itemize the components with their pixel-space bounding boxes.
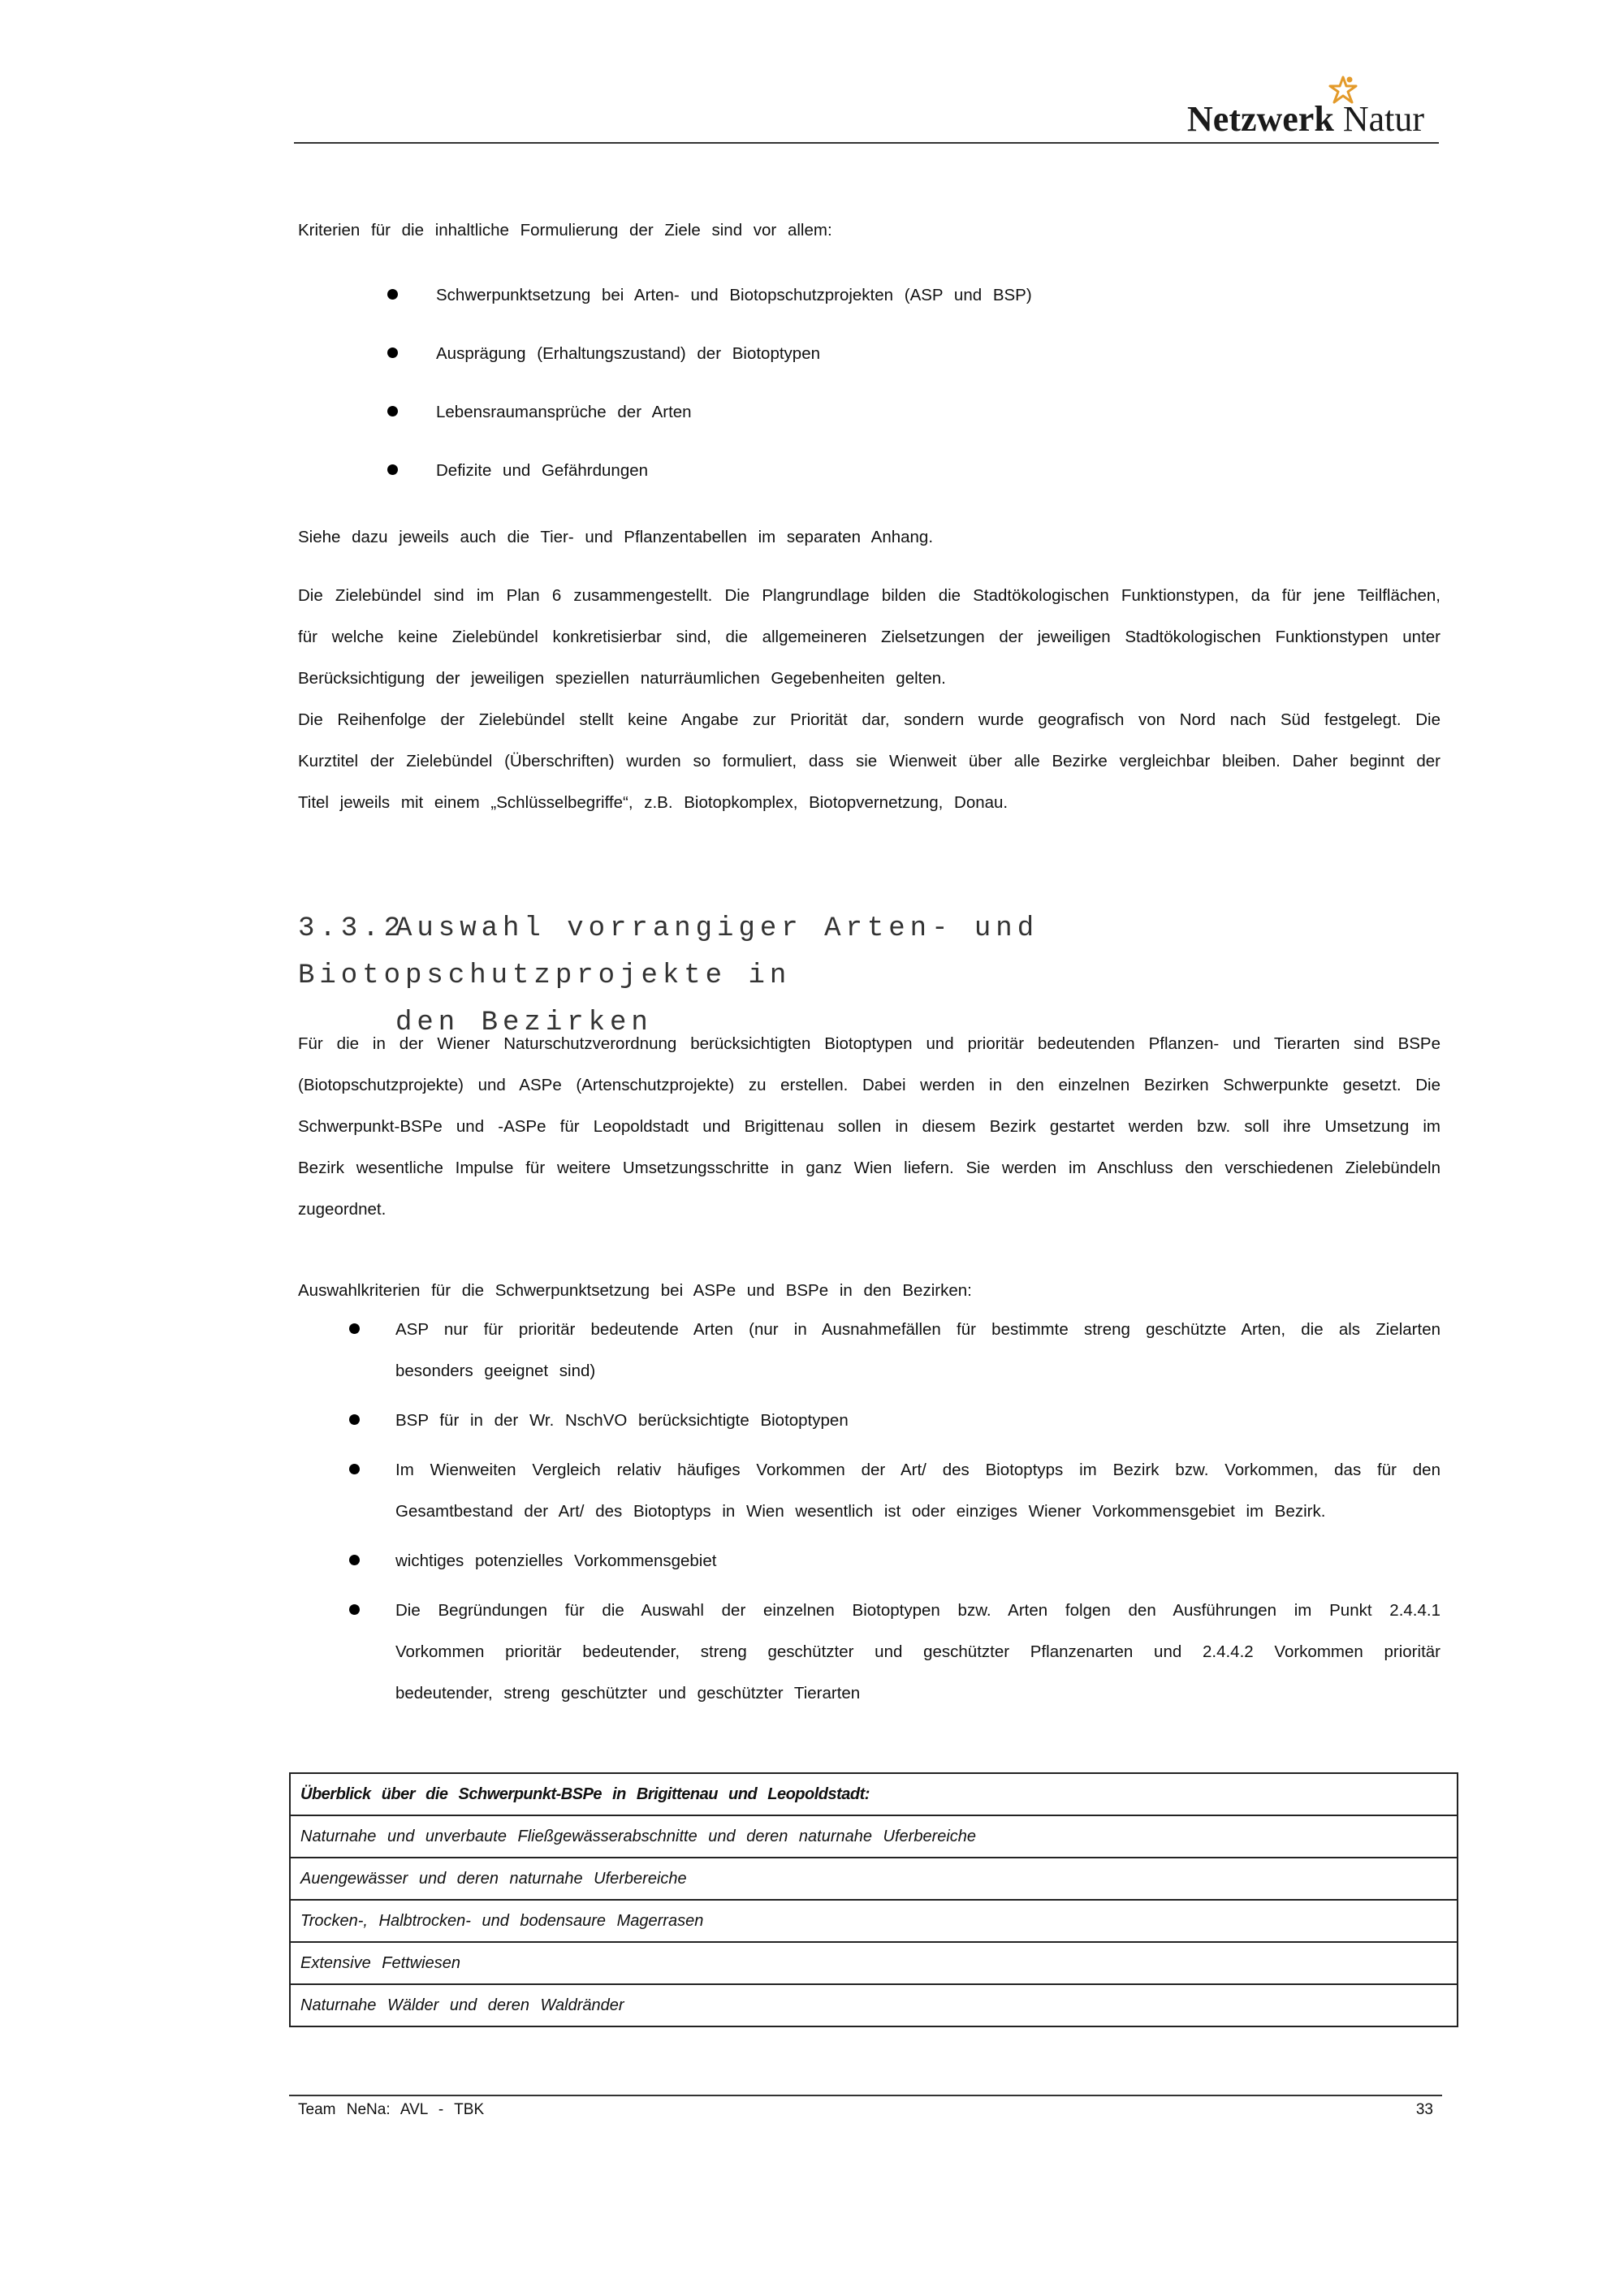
bullet-icon xyxy=(387,289,398,300)
tables-reference-paragraph: Siehe dazu jeweils auch die Tier- und Pflanzentabellen im separaten Anhang. xyxy=(298,528,934,546)
list-item-text: ASP nur für prioritär bedeutende Arten (nur in Ausnahmefällen für bestimmte streng geschützte Arten, die als Zielarten besonders geeignet sind) xyxy=(395,1320,1440,1380)
section-paragraph: Für die in der Wiener Naturschutzverordnung berücksichtigten Biotoptypen und prioritär bedeutenden Pflanzen- und Tierarten sind BSPe (Biotopschutzprojekte) und ASPe (Artenschutzprojekte) zu erstellen. Dabei werden in den einzelnen Bezirken Schwerpunkte gesetzt. Die Schwerpunkt-BSPe und -ASPe für Leopoldstadt und Brigittenau sollen in diesem Bezirk gestartet werden bzw. soll ihre Umsetzung im Bezirk wesentliche Impulse für weitere Umsetzungsschritte in ganz Wien liefern. Sie werden im Anschluss den verschiedenen Zielebündeln zugeordnet. xyxy=(298,1034,1440,1219)
bullet-icon xyxy=(349,1414,360,1425)
table-row xyxy=(290,1773,1458,1815)
bullet-icon xyxy=(387,347,398,358)
table-row xyxy=(290,1942,1458,1984)
page-number: 33 xyxy=(1415,2101,1433,2118)
footer-divider xyxy=(289,2095,1442,2096)
selection-intro: Auswahlkriterien für die Schwerpunktsetzung bei ASPe und BSPe in den Bezirken: xyxy=(298,1281,972,1300)
table-row xyxy=(290,1900,1458,1942)
logo-bold: Netzwerk xyxy=(1187,99,1334,139)
list-item-text: Defizite und Gefährdungen xyxy=(436,461,649,480)
bullet-icon xyxy=(349,1323,360,1334)
list-item-text: Im Wienweiten Vergleich relativ häufiges Vorkommen der Art/ des Biotoptyps im Bezirk bzw. Vorkommen, das für den Gesamtbestand der Art/ des Biotoptyps in Wien wesentlich ist oder einziges Wiener Vorkommensgebiet im Bezirk. xyxy=(395,1461,1440,1521)
bullet-icon xyxy=(387,464,398,475)
list-item xyxy=(298,326,1435,385)
list-item xyxy=(298,1309,1440,1392)
section-title-line1: Auswahl vorrangiger Arten- und Biotopschutzprojekte in xyxy=(298,913,1039,991)
list-item xyxy=(298,1540,1440,1582)
table-heading: Überblick über die Schwerpunkt-BSPe in Brigittenau und Leopoldstadt: xyxy=(290,1773,1458,1815)
bullet-icon xyxy=(349,1464,360,1474)
table-row xyxy=(290,1984,1458,2026)
order-paragraph: Die Reihenfolge der Zielebündel stellt keine Angabe zur Priorität dar, sondern wurde geografisch von Nord nach Süd festgelegt. Die Kurztitel der Zielebündel (Überschriften) wurden so formuliert, dass sie Wienweit über alle Bezirke vergleichbar bleiben. Daher beginnt der Titel jeweils mit einem „Schlüsselbegriffe“, z.B. Biotopkomplex, Biotopvernetzung, Donau. xyxy=(298,710,1440,812)
list-item-text: Ausprägung (Erhaltungszustand) der Biotoptypen xyxy=(436,344,821,363)
logo-text xyxy=(1187,98,1424,140)
list-item xyxy=(298,1590,1440,1714)
list-item xyxy=(298,1400,1440,1441)
list-item-text: Lebensraumansprüche der Arten xyxy=(436,403,692,421)
table-cell: Extensive Fettwiesen xyxy=(290,1942,1458,1984)
list-item-text: wichtiges potenzielles Vorkommensgebiet xyxy=(395,1552,717,1570)
bullet-icon xyxy=(349,1555,360,1565)
table-cell: Naturnahe Wälder und deren Waldränder xyxy=(290,1984,1458,2026)
list-item xyxy=(298,1449,1440,1532)
selection-criteria-list xyxy=(298,1309,1440,1722)
footer-team: Team NeNa: AVL - TBK xyxy=(298,2101,485,2118)
list-item xyxy=(298,385,1435,443)
list-item xyxy=(298,268,1435,326)
table-cell: Auengewässer und deren naturnahe Uferbereiche xyxy=(290,1858,1458,1900)
bullet-icon xyxy=(387,406,398,416)
table-cell: Naturnahe und unverbaute Fließgewässerabschnitte und deren naturnahe Uferbereiche xyxy=(290,1815,1458,1858)
section-number: 3.3.2 xyxy=(298,913,406,944)
criteria-list xyxy=(298,268,1435,502)
section-title-line2: den Bezirken xyxy=(395,1008,653,1038)
intro-paragraph: Kriterien für die inhaltliche Formulierung der Ziele sind vor allem: xyxy=(298,221,832,240)
list-item-text: Die Begründungen für die Auswahl der einzelnen Biotoptypen bzw. Arten folgen den Ausführungen im Punkt 2.4.4.1 Vorkommen prioritär bedeutender, streng geschützter und geschützter Pflanzenarten und 2.4.4.2 Vorkommen prioritär bedeutender, streng geschützter und geschützter Tierarten xyxy=(395,1601,1440,1703)
table-row xyxy=(290,1858,1458,1900)
header-divider xyxy=(294,142,1439,144)
list-item-text: BSP für in der Wr. NschVO berücksichtigte Biotoptypen xyxy=(395,1411,849,1430)
table-cell: Trocken-, Halbtrocken- und bodensaure Magerrasen xyxy=(290,1900,1458,1942)
netzwerk-natur-logo xyxy=(1164,75,1424,140)
list-item xyxy=(298,443,1435,502)
logo-regular: Natur xyxy=(1342,99,1424,139)
bullet-icon xyxy=(349,1604,360,1615)
table-row xyxy=(290,1815,1458,1858)
plan-paragraph: Die Zielebündel sind im Plan 6 zusammengestellt. Die Plangrundlage bilden die Stadtökologischen Funktionstypen, da für jene Teilflächen, für welche keine Zielebündel konkretisierbar sind, die allgemeineren Zielsetzungen der jeweiligen Stadtökologischen Funktionstypen unter Berücksichtigung der jeweiligen speziellen naturräumlichen Gegebenheiten gelten. xyxy=(298,586,1440,688)
list-item-text: Schwerpunktsetzung bei Arten- und Biotopschutzprojekten (ASP und BSP) xyxy=(436,286,1032,304)
overview-table xyxy=(289,1772,1458,2027)
